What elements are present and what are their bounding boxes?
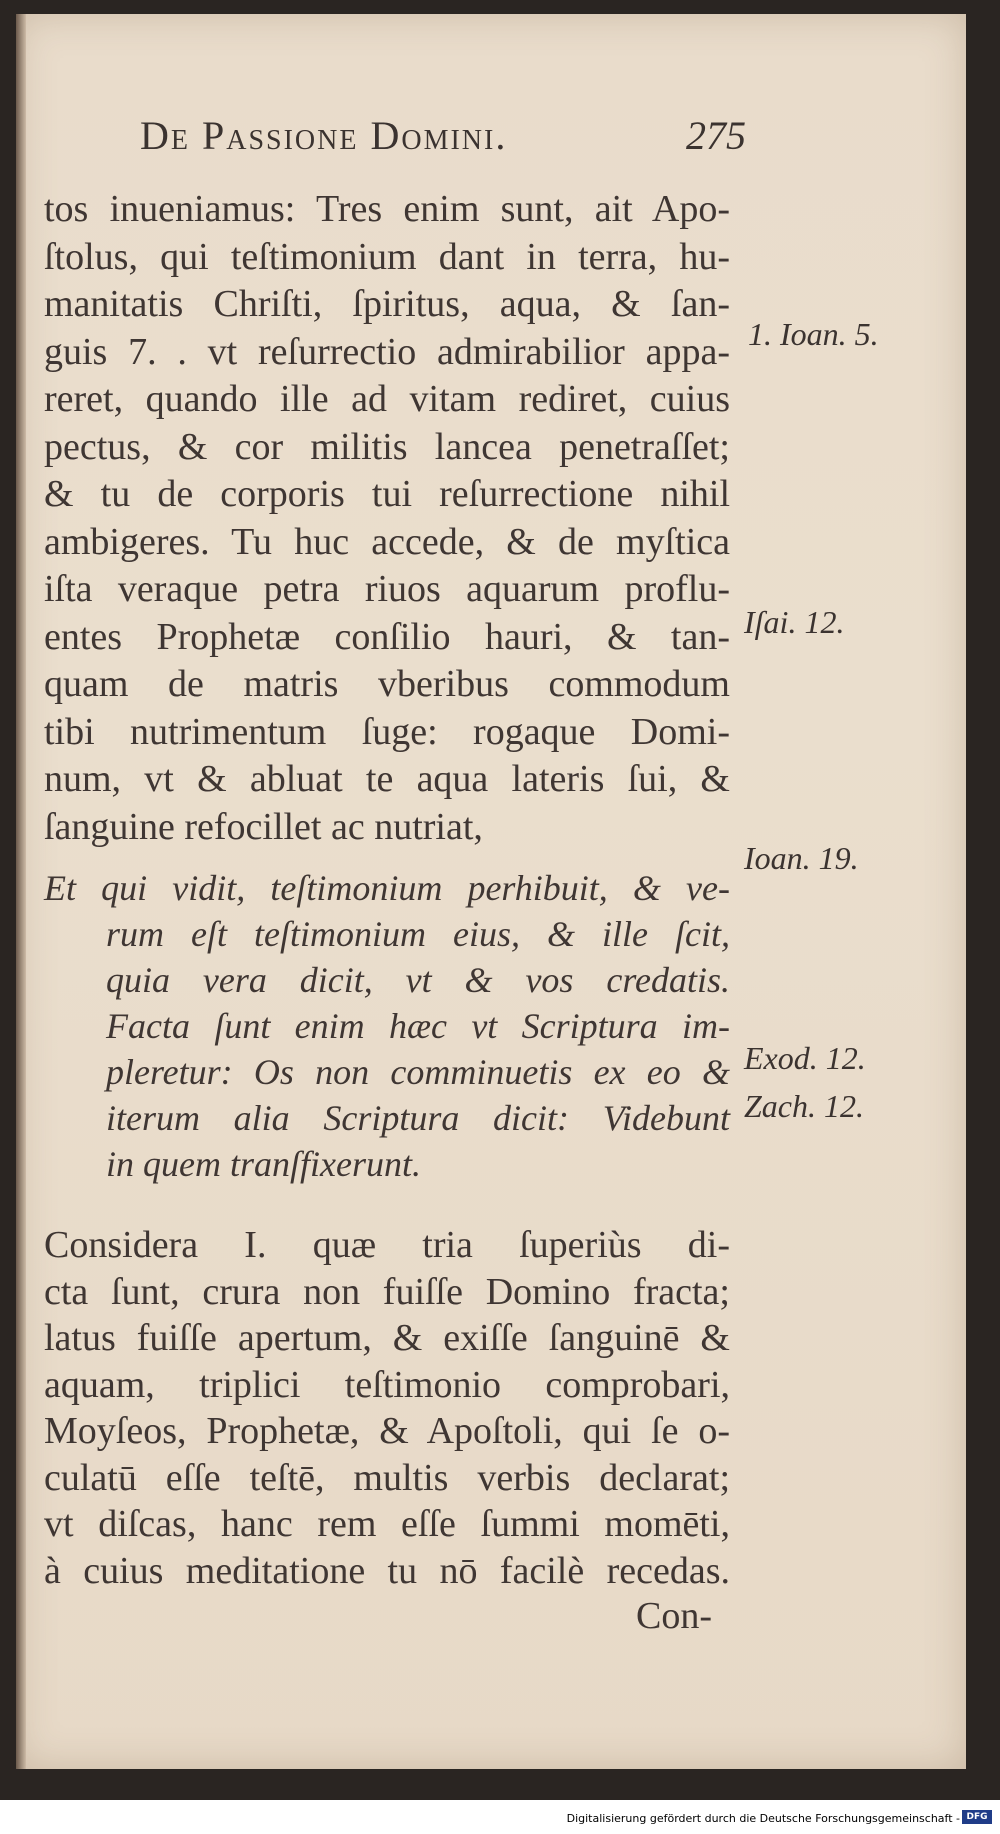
paragraph-considera: [44, 1222, 730, 1594]
page-binding-edge: [16, 14, 26, 1769]
text-line: reret, quando ille ad vitam rediret, cuius: [44, 378, 730, 420]
text-line: pectus, & cor militis lancea penetraſſet;: [44, 425, 730, 468]
text-line: entes Prophetæ conſilio hauri, & tan-: [44, 615, 730, 658]
paragraph-1: [44, 186, 730, 851]
text-line: quam de matris vberibus commodum: [44, 663, 730, 705]
quote-line: iterum alia Scriptura dicit: Videbunt: [106, 1098, 730, 1138]
text-line: Considera I. quæ tria ſuperiùs di-: [44, 1224, 730, 1266]
marginal-reference: Exod. 12.: [744, 1040, 866, 1076]
quote-line: rum eſt teſtimonium eius, & ille ſcit,: [106, 914, 730, 954]
marginal-reference: Ioan. 19.: [744, 840, 859, 876]
marginal-reference: Iſai. 12.: [744, 604, 845, 640]
text-line: Moyſeos, Prophetæ, & Apoſtoli, qui ſe o-: [44, 1410, 730, 1452]
text-line: latus fuiſſe apertum, & exiſſe ſanguinē &: [44, 1317, 730, 1359]
page-number: 275: [686, 113, 746, 158]
text-line: ſtolus, qui teſtimonium dant in terra, hu-: [44, 235, 730, 278]
text-line: guis 7. . vt reſurrectio admirabilior appa-: [44, 330, 730, 373]
text-line: aquam, triplici teſtimonio comprobari,: [44, 1363, 730, 1406]
text-line: tos inueniamus: Tres enim sunt, ait Apo-: [44, 188, 730, 230]
quote-line: in quem tranſfixerunt.: [106, 1144, 421, 1184]
text-line: à cuius meditatione tu nō facilè recedas.: [44, 1549, 730, 1592]
text-line: iſta veraque petra riuos aquarum proflu-: [44, 568, 730, 610]
dfg-logo: DFG: [962, 1810, 992, 1824]
text-line: cta ſunt, crura non fuiſſe Domino fracta;: [44, 1270, 730, 1313]
marginal-reference: Zach. 12.: [744, 1088, 864, 1124]
quote-line: quia vera dicit, vt & vos credatis.: [106, 960, 730, 1000]
text-line: ambigeres. Tu huc accede, & de myſtica: [44, 520, 730, 563]
text-line: num, vt & abluat te aqua lateris ſui, &: [44, 758, 730, 800]
catchword: Con-: [636, 1595, 712, 1637]
quote-line: pleretur: Os non comminuetis ex eo &: [106, 1052, 730, 1092]
text-line: tibi nutrimentum ſuge: rogaque Domi-: [44, 710, 730, 753]
marginal-reference: 1. Ioan. 5.: [748, 316, 879, 352]
scripture-quotation: [44, 865, 730, 1187]
text-line: ſanguine refocillet ac nutriat,: [44, 805, 483, 848]
running-head: De Passione Domini.: [140, 113, 508, 158]
footer-bar: [0, 1800, 1000, 1834]
text-line: culatū eſſe teſtē, multis verbis declarat;: [44, 1456, 730, 1499]
text-line: vt diſcas, hanc rem eſſe ſummi momēti,: [44, 1503, 730, 1545]
text-line: manitatis Chriſti, ſpiritus, aqua, & ſan-: [44, 283, 730, 325]
quote-line: Et qui vidit, teſtimonium perhibuit, & ve-: [44, 868, 730, 908]
quote-line: Facta ſunt enim hæc vt Scriptura im-: [106, 1006, 730, 1046]
footer-credit: Digitalisierung gefördert durch die Deutsche Forschungsgemeinschaft -: [566, 1812, 960, 1825]
text-line: & tu de corporis tui reſurrectione nihil: [44, 473, 730, 515]
